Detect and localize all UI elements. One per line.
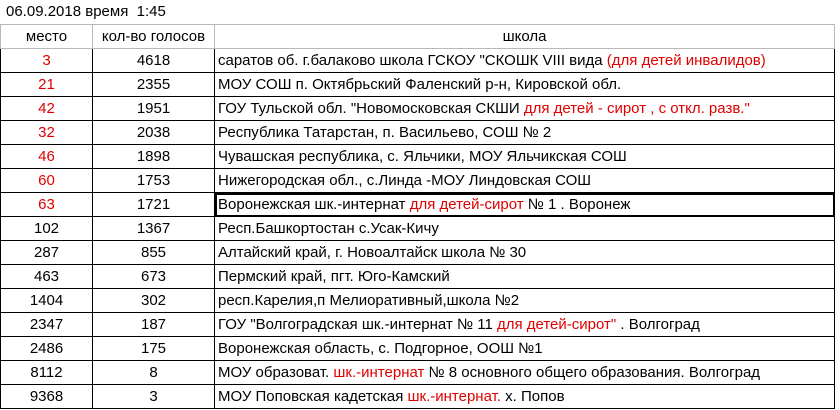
cell-place[interactable]: 1404 [1, 289, 93, 313]
school-text: № 1 . Воронеж [523, 196, 631, 213]
school-text: ГОУ "Волгоградская шк.-интернат № 11 [218, 316, 497, 333]
table-row [1, 121, 835, 145]
table-row [1, 289, 835, 313]
school-text: № 8 основного общего образования. Волгоград [424, 364, 761, 381]
cell-votes[interactable]: 1367 [93, 217, 215, 241]
school-text: Респ.Башкортостан с.Усак-Кичу [218, 220, 439, 237]
cell-votes[interactable]: 1721 [93, 193, 215, 217]
school-highlight-text: (для детей инвалидов) [606, 52, 766, 69]
cell-place[interactable]: 2347 [1, 313, 93, 337]
school-text: МОУ СОШ п. Октябрьский Фаленский р-н, Кировской обл. [218, 76, 622, 93]
cell-place[interactable]: 60 [1, 169, 93, 193]
cell-votes[interactable]: 8 [93, 361, 215, 385]
cell-school[interactable] [215, 97, 835, 121]
cell-place[interactable]: 8112 [1, 361, 93, 385]
school-text: Пермский край, пгт. Юго-Камский [218, 268, 450, 285]
cell-votes[interactable]: 1753 [93, 169, 215, 193]
cell-votes[interactable]: 1898 [93, 145, 215, 169]
cell-school[interactable] [215, 49, 835, 73]
school-highlight-text: для детей-сирот [409, 196, 524, 213]
cell-school[interactable] [215, 313, 835, 337]
table-row [1, 217, 835, 241]
school-text: Воронежская шк.-интернат [218, 196, 410, 213]
cell-place[interactable]: 32 [1, 121, 93, 145]
cell-place[interactable]: 3 [1, 49, 93, 73]
column-header-place[interactable]: место [1, 25, 93, 49]
cell-votes[interactable]: 3 [93, 385, 215, 409]
school-text: х. Попов [500, 388, 565, 405]
cell-school[interactable] [215, 361, 835, 385]
table-row [1, 337, 835, 361]
table-row [1, 361, 835, 385]
cell-votes[interactable]: 2355 [93, 73, 215, 97]
school-text: Чувашская республика, с. Яльчики, МОУ Яльчикская СОШ [218, 148, 627, 165]
cell-school[interactable] [215, 241, 835, 265]
school-highlight-text: шк.-интернат. [407, 388, 501, 405]
cell-school[interactable] [215, 289, 835, 313]
school-text: Воронежская область, с. Подгорное, ООШ №1 [218, 340, 543, 357]
cell-votes[interactable]: 1951 [93, 97, 215, 121]
cell-votes[interactable]: 4618 [93, 49, 215, 73]
cell-place[interactable]: 9368 [1, 385, 93, 409]
cell-votes[interactable]: 855 [93, 241, 215, 265]
column-header-votes[interactable]: кол-во голосов [93, 25, 215, 49]
school-highlight-text: шк.-интернат [333, 364, 425, 381]
cell-place[interactable]: 21 [1, 73, 93, 97]
cell-place[interactable]: 63 [1, 193, 93, 217]
table-row [1, 169, 835, 193]
cell-school[interactable] [215, 265, 835, 289]
cell-votes[interactable]: 187 [93, 313, 215, 337]
cell-place[interactable]: 102 [1, 217, 93, 241]
cell-votes[interactable]: 175 [93, 337, 215, 361]
table-row [1, 193, 835, 217]
table-row [1, 145, 835, 169]
cell-school[interactable] [215, 169, 835, 193]
cell-votes[interactable]: 2038 [93, 121, 215, 145]
school-text: саратов об. г.балаково школа ГСКОУ "СКОШК VIII вида [218, 52, 607, 69]
column-header-school[interactable]: школа [215, 25, 835, 49]
table-row [1, 73, 835, 97]
table-row [1, 385, 835, 409]
table-row [1, 265, 835, 289]
cell-school[interactable] [215, 193, 835, 217]
table-row [1, 49, 835, 73]
school-text: респ.Карелия,п Мелиоративный,школа №2 [218, 292, 520, 309]
table-header-row [1, 25, 835, 49]
cell-place[interactable]: 46 [1, 145, 93, 169]
cell-school[interactable] [215, 121, 835, 145]
cell-votes[interactable]: 673 [93, 265, 215, 289]
timestamp-row [0, 0, 840, 24]
cell-school[interactable] [215, 73, 835, 97]
cell-school[interactable] [215, 337, 835, 361]
ranking-table [0, 24, 835, 409]
timestamp-label: 06.09.2018 время 1:45 [6, 3, 166, 20]
school-text: МОУ образоват. [218, 364, 334, 381]
school-text: Алтайский край, г. Новоалтайск школа № 30 [218, 244, 527, 261]
table-row [1, 97, 835, 121]
cell-place[interactable]: 42 [1, 97, 93, 121]
cell-school[interactable] [215, 385, 835, 409]
cell-place[interactable]: 463 [1, 265, 93, 289]
table-row [1, 313, 835, 337]
school-text: ГОУ Тульской обл. "Новомосковская СКШИ [218, 100, 524, 117]
school-text: . Волгоград [616, 316, 700, 333]
school-text: МОУ Поповская кадетская [218, 388, 408, 405]
school-highlight-text: для детей-сирот" [496, 316, 617, 333]
table-row [1, 241, 835, 265]
school-text: Республика Татарстан, п. Васильево, СОШ № 2 [218, 124, 552, 141]
cell-place[interactable]: 287 [1, 241, 93, 265]
cell-place[interactable]: 2486 [1, 337, 93, 361]
school-text: Нижегородская обл., с.Линда -МОУ Линдовская СОШ [218, 172, 592, 189]
cell-school[interactable] [215, 145, 835, 169]
cell-votes[interactable]: 302 [93, 289, 215, 313]
cell-school[interactable] [215, 217, 835, 241]
school-highlight-text: для детей - сирот , с откл. разв." [523, 100, 750, 117]
